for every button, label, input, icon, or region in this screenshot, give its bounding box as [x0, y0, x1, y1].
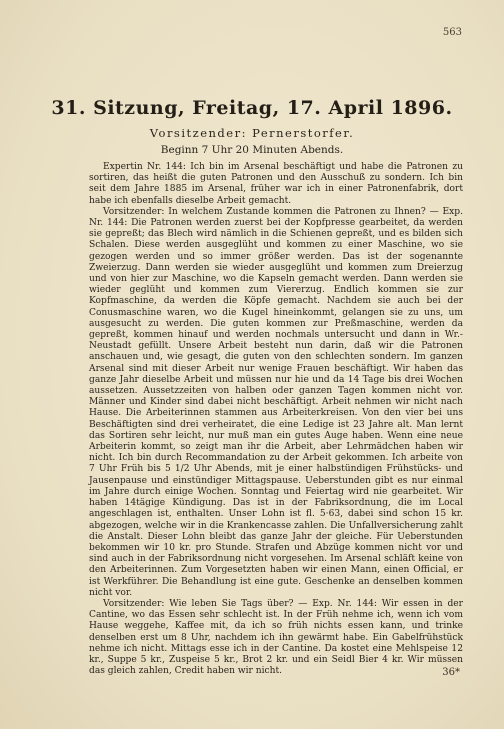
paragraph-daily-life: Vorsitzender: Wie leben Sie Tags über? — Exp. Nr. 144: Wir essen in der Cantine, wo das Essen sehr schlecht ist. In der Früh nehme ich, wenn ich vom Hause weggehe, Kaffee mit, da ich so früh nichts essen kann, und trinke denselben erst um 8 Uhr, nachdem ich ihn gewärmt habe. Ein Gabelfrühstück nehme ich nicht. Mittags esse ich in der Cantine. Da kostet eine Mehlspeise 12 kr., Suppe 5 kr., Zuspeise 5 kr., Brot 2 kr. und ein Seidl Bier 4 kr. Wir müssen das gleich zahlen, Credit haben wir nicht. — [89, 598, 463, 677]
paragraph-expert-statement: Expertin Nr. 144: Ich bin im Arsenal beschäftigt und habe die Patronen zu sortiren, das heißt die guten Patronen und den Ausschuß zu sondern. Ich bin seit dem Jahre 1885 im Arsenal, früher war ich in einer Patronenfabrik, dort habe ich ebenfalls dieselbe Arbeit gemacht. — [89, 162, 463, 206]
signature-mark: 36* — [442, 667, 460, 678]
page-number: 563 — [442, 27, 462, 38]
start-time: Beginn 7 Uhr 20 Minuten Abends. — [160, 144, 344, 156]
body-text — [89, 162, 463, 677]
session-heading: 31. Sitzung, Freitag, 17. April 1896. — [51, 97, 453, 119]
chair-line: Vorsitzender: Pernerstorfer. — [149, 126, 355, 140]
paragraph-process-description: Vorsitzender: In welchem Zustande kommen die Patronen zu Ihnen? — Exp. Nr. 144: Die Patronen werden zuerst bei der Kopfpresse gearbeitet, da werden sie gepreßt; das Blech wird nämlich in die Schienen gepreßt, und es bilden sich Schalen. Diese werden ausgeglüht und kommen zu einer Maschine, wo sie gezogen werden und so immer größer werden. Das ist der sogenannte Zweierzug. Dann werden sie wieder ausgeglüht und kommen zum Dreierzug und von hier zur Maschine, wo die Kapseln gemacht werden. Dann werden sie wieder geglüht und kommen zum Viererzug. Endlich kommen sie zur Kopfmaschine, da werden die Köpfe gemacht. Nachdem sie auch bei der Conusmaschine waren, wo die Kugel hineinkommt, gelangen sie zu uns, um ausgesucht zu werden. Die guten kommen zur Preßmaschine, werden da gepreßt, kommen hinauf und werden nochmals untersucht und dann in Wr.-Neustadt gefüllt. Unsere Arbeit besteht nun darin, daß wir die Patronen anschauen und, wie gesagt, die guten von den schlechten sondern. Im ganzen Arsenal sind mit dieser Arbeit nur wenige Frauen beschäftigt. Wir haben das ganze Jahr dieselbe Arbeit und müssen nur hie und da 14 Tage bis drei Wochen aussetzen. Aussetzzeiten von halben oder ganzen Tagen kommen nicht vor. Männer und Kinder sind dabei nicht beschäftigt. Arbeit nehmen wir nicht nach Hause. Die Arbeiterinnen stammen aus Arbeiterkreisen. Von den vier bei uns Beschäftigten sind drei verheiratet, die eine Ledige ist 23 Jahre alt. Man lernt das Sortiren sehr leicht, nur muß man ein gutes Auge haben. Wenn eine neue Arbeiterin kommt, so zeigt man ihr die Arbeit, aber Lehrmädchen haben wir nicht. Ich bin durch Recommandation zu der Arbeit gekommen. Ich arbeite von 7 Uhr Früh bis 5 1/2 Uhr Abends, mit je einer halbstündigen Frühstücks- und Jausenpause und einstündiger Mittagspause. Ueberstunden gibt es nur einmal im Jahre durch einige Wochen. Sonntag und Feiertag wird nie gearbeitet. Wir haben 14tägige Kündigung. Das ist in der Fabriksordnung, die im Local angeschlagen ist, enthalten. Unser Lohn ist fl. 5·63, dabei sind schon 15 kr. abgezogen, welche wir in die Krankencasse zahlen. Die Unfallversicherung zahlt die Anstalt. Dieser Lohn bleibt das ganze Jahr der gleiche. Für Ueberstunden bekommen wir 10 kr. pro Stunde. Strafen und Abzüge kommen nicht vor und sind auch in der Fabriksordnung nicht vorgesehen. Im Arsenal schläft keine von den Arbeiterinnen. Zum Vorgesetzten haben wir einen Mann, einen Official, er ist Werkführer. Die Behandlung ist eine gute. Geschenke an denselben kommen nicht vor. — [89, 206, 463, 598]
